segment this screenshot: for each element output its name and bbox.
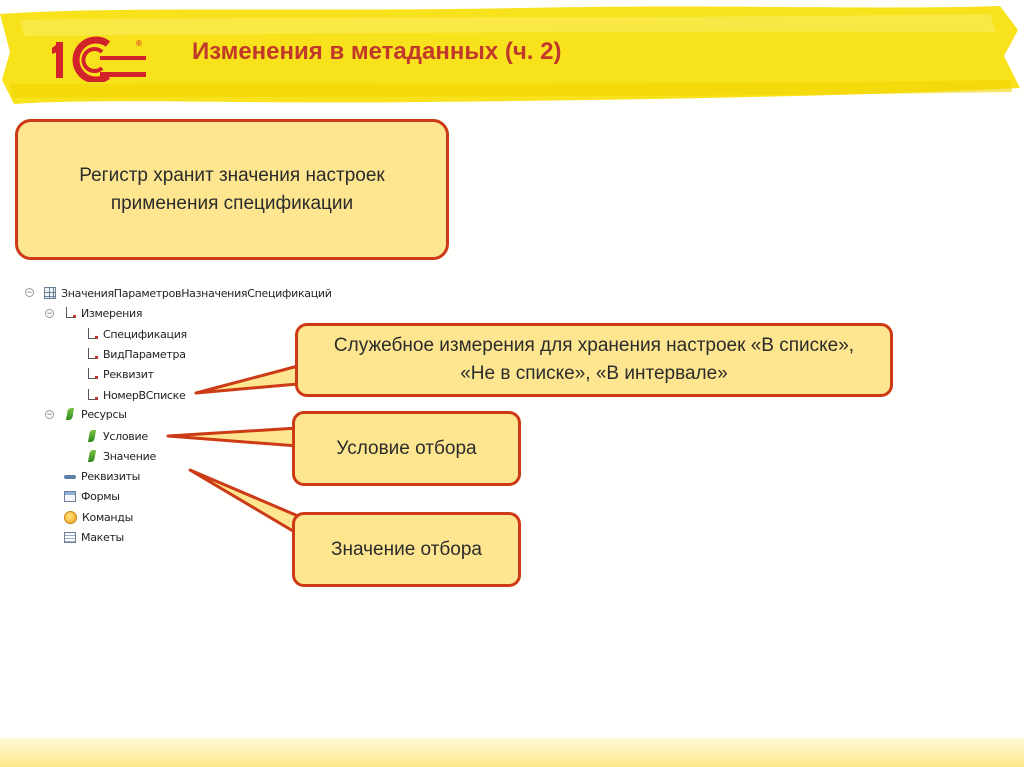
resource-icon	[66, 408, 74, 420]
tree-root[interactable]	[44, 284, 332, 302]
tree-node-resources-label: Ресурсы	[81, 407, 127, 421]
command-icon	[64, 511, 77, 524]
collapse-resources-icon[interactable]: −	[46, 409, 53, 419]
collapse-dimensions-icon[interactable]: −	[46, 308, 53, 318]
tree-node-dimensions[interactable]	[64, 304, 142, 322]
attribute-icon	[64, 475, 76, 479]
slide-title: Изменения в метаданных (ч. 2)	[192, 38, 562, 65]
tree-node-forms-label: Формы	[81, 489, 120, 503]
tree-item-label: Значение	[103, 449, 156, 463]
callout-filter-value-text: Значение отбора	[331, 538, 482, 560]
tree-item-label: ВидПараметра	[103, 347, 186, 361]
tree-item-dimension[interactable]	[86, 345, 186, 363]
callout-filter-condition-text: Условие отбора	[336, 437, 477, 459]
tree-item-label: НомерВСписке	[103, 388, 186, 402]
tree-item-dimension[interactable]	[86, 386, 185, 404]
tree-item-label: Спецификация	[103, 327, 187, 341]
resource-icon	[88, 430, 96, 442]
table-icon	[44, 287, 56, 299]
callout-register-text: Регистр хранит значения настроек применения спецификации	[79, 164, 385, 214]
metadata-tree	[0, 0, 400, 560]
tree-node-commands-label: Команды	[82, 510, 133, 524]
template-icon	[64, 532, 76, 543]
dimension-icon	[86, 348, 98, 360]
tree-item-dimension[interactable]	[86, 325, 187, 343]
tree-root-label: ЗначенияПараметровНазначенияСпецификаций	[61, 286, 332, 300]
tree-item-label: Условие	[103, 429, 148, 443]
dimension-icon	[86, 328, 98, 340]
callout-service-dimension-text: Служебное измерения для хранения настроек «В списке», «Не в списке», «В интервале»	[333, 335, 855, 384]
collapse-root-icon[interactable]: −	[26, 287, 33, 297]
dimension-icon	[64, 307, 76, 319]
form-icon	[64, 491, 76, 502]
dimension-icon	[86, 368, 98, 380]
tree-item-resource[interactable]	[86, 427, 148, 445]
tree-node-forms[interactable]	[64, 487, 120, 505]
tree-item-resource[interactable]	[86, 447, 156, 465]
tree-node-commands[interactable]	[64, 508, 133, 526]
dimension-icon	[86, 389, 98, 401]
tree-item-dimension[interactable]	[86, 365, 154, 383]
tree-node-dimensions-label: Измерения	[81, 306, 143, 320]
svg-text:®: ®	[136, 39, 142, 48]
tree-node-attributes-label: Реквизиты	[81, 469, 141, 483]
tree-node-attributes[interactable]	[64, 467, 140, 485]
tree-item-label: Реквизит	[103, 367, 154, 381]
footer-strip	[0, 738, 1024, 767]
resource-icon	[88, 450, 96, 462]
tree-node-templates[interactable]	[64, 528, 124, 546]
tree-node-templates-label: Макеты	[81, 530, 124, 544]
tree-node-resources[interactable]	[64, 405, 127, 423]
